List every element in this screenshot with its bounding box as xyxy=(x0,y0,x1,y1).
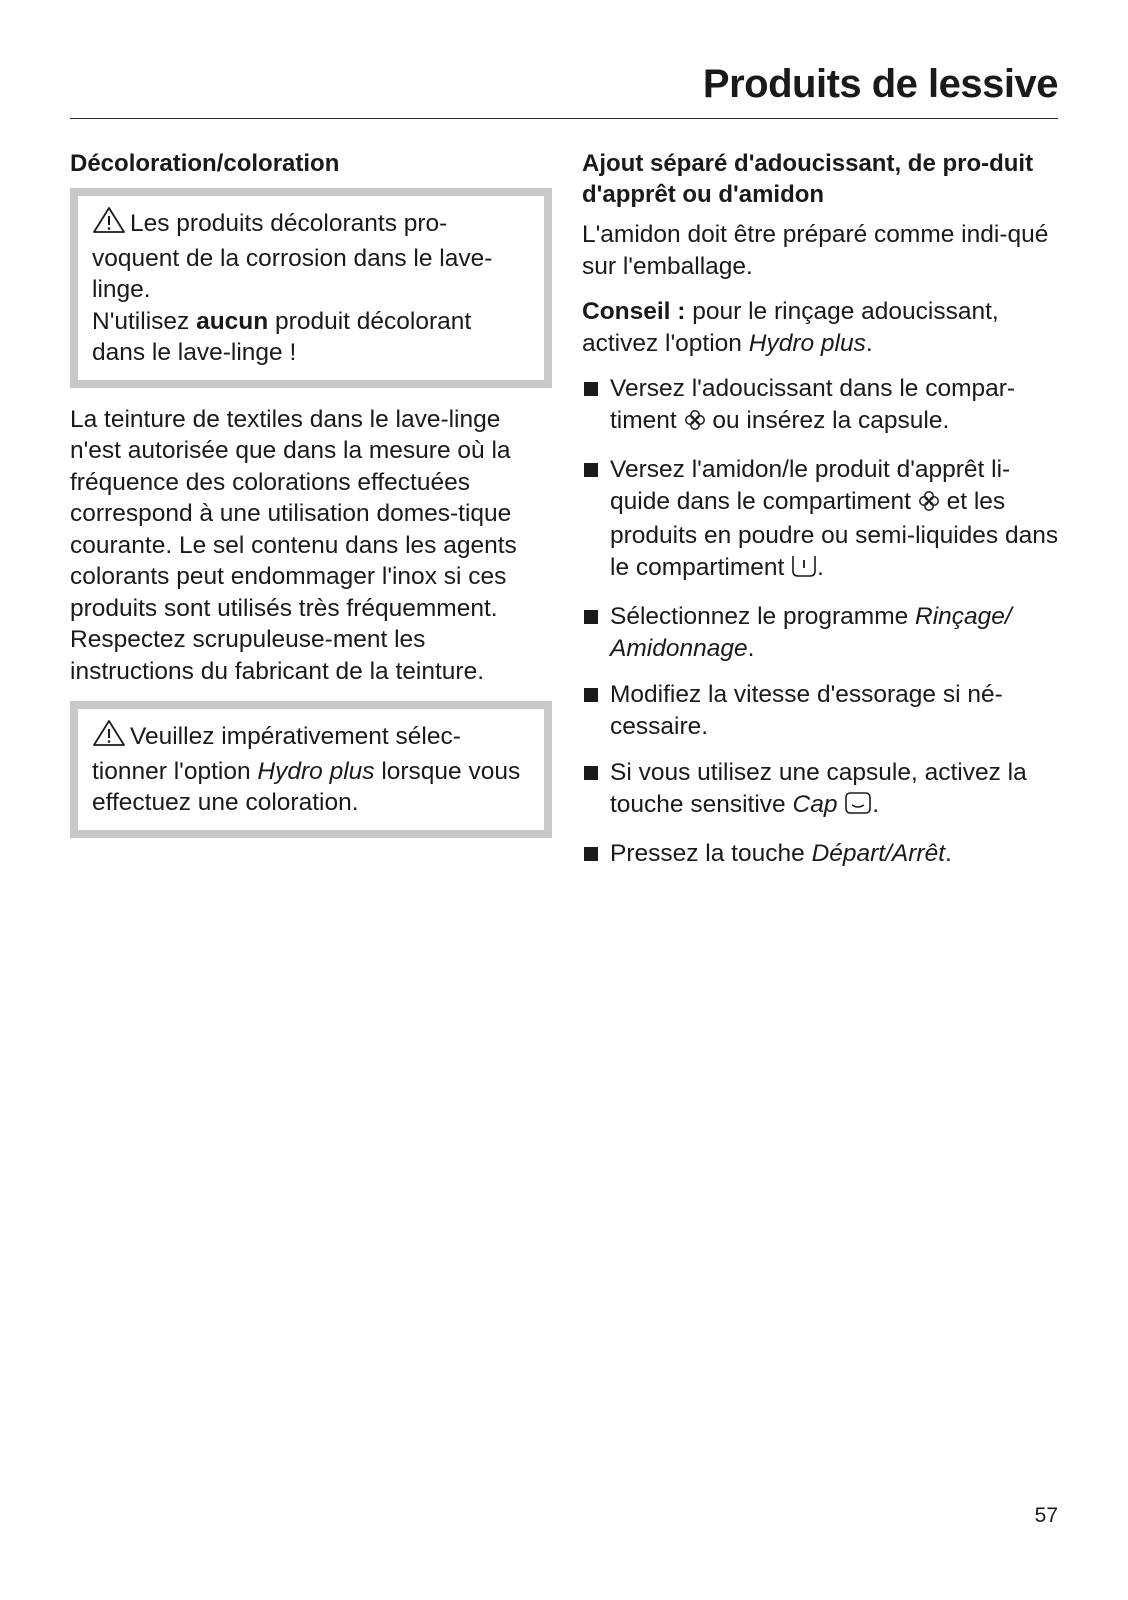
step-5-post: . xyxy=(872,790,880,818)
step-3-post: . xyxy=(747,634,755,662)
square-bullet-icon xyxy=(584,847,598,861)
list-item xyxy=(582,601,1060,664)
warning-box-corrosion xyxy=(70,188,552,388)
warning-line-2-post: produit décolorant dans le lave-linge ! xyxy=(92,307,472,366)
square-bullet-icon xyxy=(584,382,598,396)
square-bullet-icon xyxy=(584,610,598,624)
left-column xyxy=(70,148,552,854)
tip-italic: Hydro plus xyxy=(748,329,866,357)
warning2-italic: Hydro plus xyxy=(257,757,375,785)
step-4-text: Modifiez la vitesse d'essorage si né-cessaire. xyxy=(610,681,1003,740)
list-item xyxy=(582,454,1060,586)
step-2-post: . xyxy=(817,553,824,581)
step-3-text: Sélectionnez le programme xyxy=(610,603,916,630)
step-1-text: Versez l'adoucissant dans le compar-timent xyxy=(610,375,1016,434)
section-heading-softener: Ajout séparé d'adoucissant, de pro-duit d'apprêt ou d'amidon xyxy=(582,150,1034,208)
step-6-post: . xyxy=(945,840,952,867)
step-2-text: Versez l'amidon/le produit d'apprêt li-quide dans le compartiment xyxy=(610,456,1011,515)
warning2-post: lorsque vous effectuez une coloration. xyxy=(92,757,521,816)
warning-text-no-bleach xyxy=(92,306,530,369)
warning-text-corrosion xyxy=(92,206,530,306)
list-item xyxy=(582,838,1060,870)
cap-capsule-icon xyxy=(844,791,872,824)
step-5-text: Si vous utilisez une capsule, activez la touche sensitive xyxy=(610,759,1027,818)
tip-end: . xyxy=(865,329,873,357)
page-title: Produits de lessive xyxy=(702,62,1058,106)
list-item xyxy=(582,373,1060,439)
section-heading-decoloration: Décoloration/coloration xyxy=(70,150,340,177)
powder-compartment-icon xyxy=(791,554,817,587)
page-number: 57 xyxy=(1034,1504,1058,1527)
warning-box-hydro-plus xyxy=(70,701,552,838)
step-3-italic: Rinçage/ Amidonnage xyxy=(610,603,1012,662)
warning-line-2-bold: aucun xyxy=(196,307,269,335)
list-item xyxy=(582,757,1060,823)
header-rule xyxy=(70,118,1058,119)
step-6-italic: Départ/Arrêt xyxy=(811,840,945,867)
square-bullet-icon xyxy=(584,463,598,477)
warning-line-1: Les produits décolorants pro-voquent de la corrosion dans le lave-linge. xyxy=(92,210,493,303)
step-6-text: Pressez la touche xyxy=(610,840,812,867)
flower-icon xyxy=(918,489,940,521)
tip-text: pour le rinçage adoucissant, activez l'option xyxy=(582,298,999,357)
right-column xyxy=(582,148,1060,885)
tip-label: Conseil : xyxy=(582,298,686,325)
square-bullet-icon xyxy=(584,688,598,702)
flower-icon xyxy=(684,408,706,440)
dyeing-paragraph: La teinture de textiles dans le lave-linge n'est autorisée que dans la mesure où la fréquence des colorations effectuées correspond à une utilisation domes-tique courante. Le sel contenu dans les agents colorants peut endommager l'inox si ces produits sont utilisés très fréquemment. Respectez scrupuleuse-ment les instructions du fabricant de la teinture. xyxy=(70,405,517,685)
warning-text-hydro-plus xyxy=(92,719,530,819)
step-5-italic: Cap xyxy=(792,790,838,818)
step-list xyxy=(582,373,1060,870)
square-bullet-icon xyxy=(584,766,598,780)
warning2-pre: Veuillez impérativement sélec-tionner l'option xyxy=(92,723,461,785)
warning-triangle-icon xyxy=(92,719,126,756)
step-1-post: ou insérez la capsule. xyxy=(705,406,950,434)
step-2-mid: et les produits en poudre ou semi-liquides dans le compartiment xyxy=(610,487,1059,581)
list-item xyxy=(582,679,1060,742)
warning-line-2-pre: N'utilisez xyxy=(92,307,197,335)
warning-triangle-icon xyxy=(92,206,126,243)
intro-paragraph: L'amidon doit être préparé comme indi-qué sur l'emballage. xyxy=(582,221,1049,280)
tip-paragraph xyxy=(582,296,1060,359)
